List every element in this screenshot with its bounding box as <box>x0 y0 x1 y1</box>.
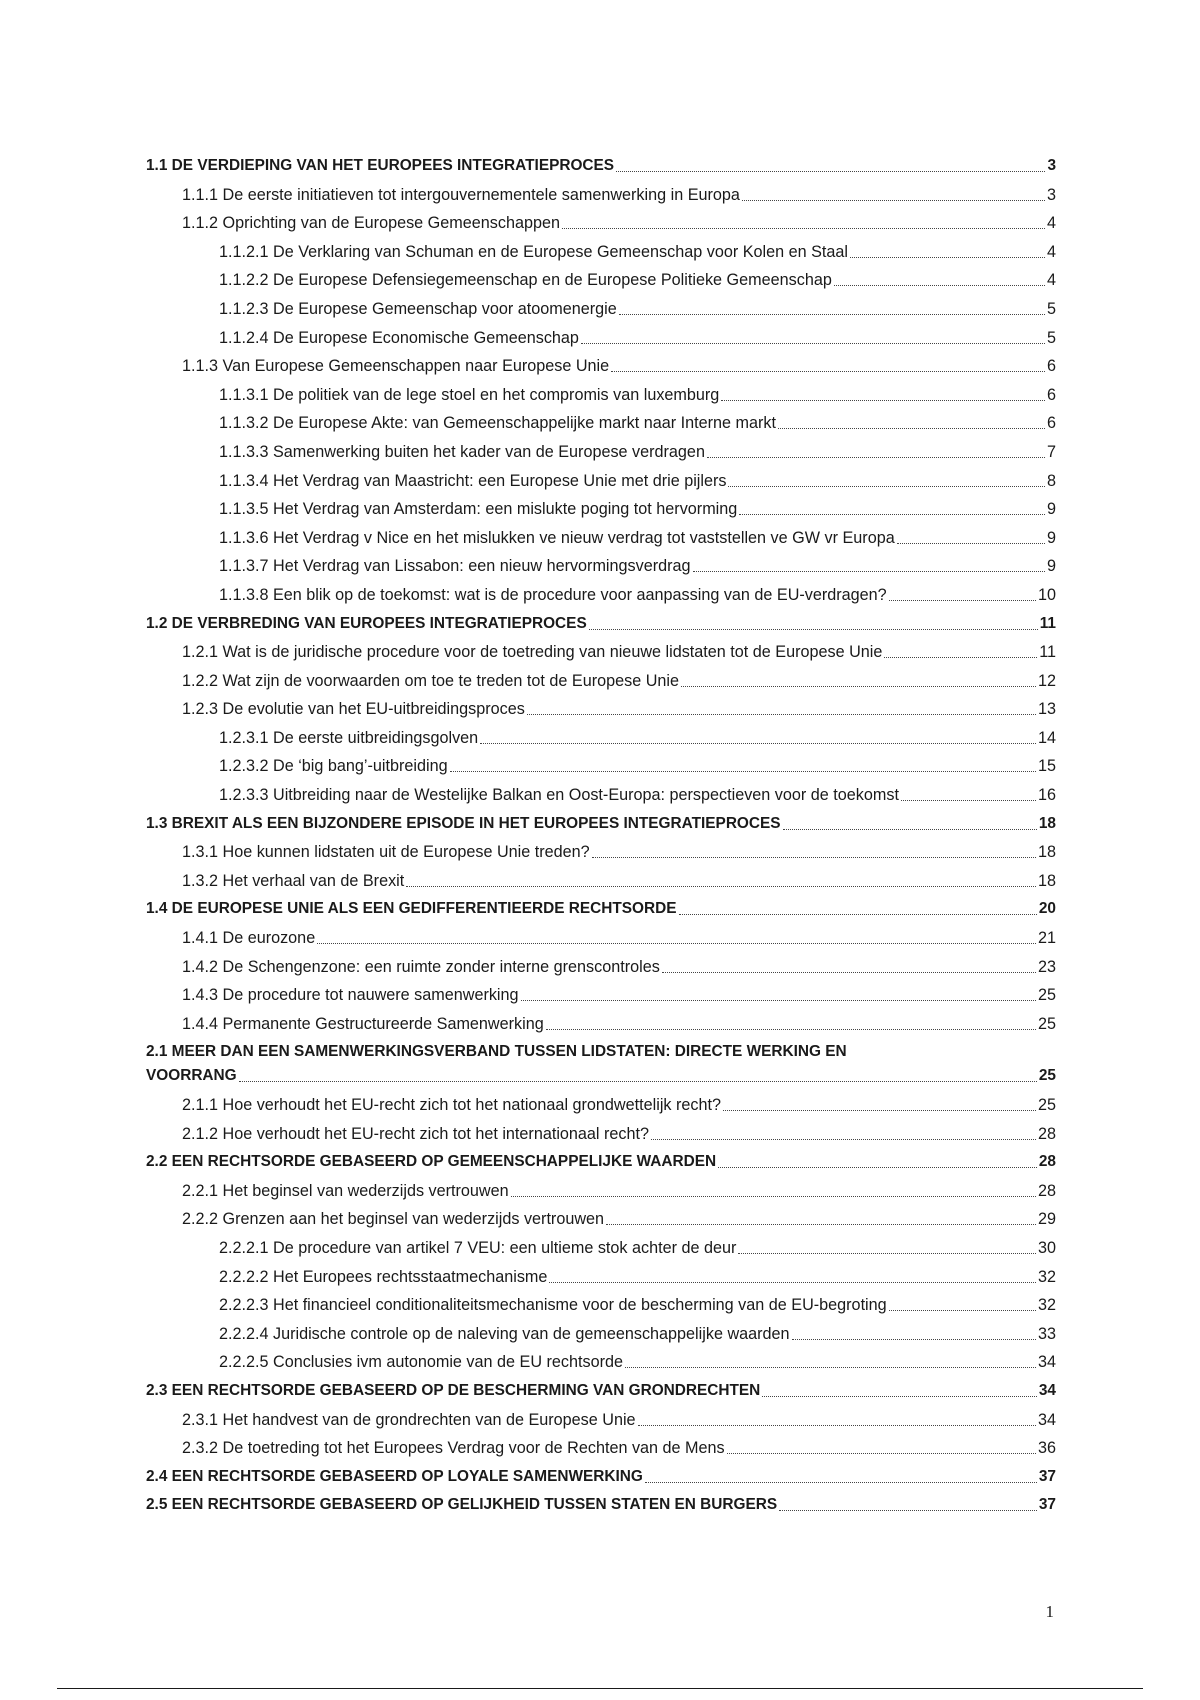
toc-entry-page: 36 <box>1037 1439 1056 1458</box>
toc-entry[interactable] <box>146 984 1056 1006</box>
dot-leader <box>739 513 1045 515</box>
toc-entry-page: 12 <box>1037 671 1056 690</box>
toc-entry[interactable] <box>146 698 1056 720</box>
dot-leader <box>562 227 1045 229</box>
dot-leader <box>783 828 1037 830</box>
toc-entry[interactable] <box>146 613 1056 635</box>
toc-entry-page: 6 <box>1046 414 1056 433</box>
dot-leader <box>651 1138 1036 1140</box>
toc-entry-title: 2.2.2.3 Het financieel conditionaliteitsmechanisme voor de bescherming van de EU-begroting <box>219 1296 887 1315</box>
toc-entry-title: 1.3 BREXIT ALS EEN BIJZONDERE EPISODE IN HET EUROPEES INTEGRATIEPROCES <box>146 814 781 832</box>
toc-entry[interactable] <box>146 784 1056 806</box>
toc-entry-page: 4 <box>1046 242 1056 261</box>
dot-leader <box>589 628 1038 630</box>
toc-entry-title: 1.2.3.2 De ‘big bang’-uitbreiding <box>219 757 448 776</box>
toc-entry[interactable] <box>146 1013 1056 1035</box>
toc-entry-page: 11 <box>1039 614 1056 632</box>
dot-leader <box>834 284 1045 286</box>
dot-leader <box>606 1223 1036 1225</box>
toc-entry-page: 16 <box>1037 786 1056 805</box>
toc-entry[interactable] <box>146 498 1056 520</box>
toc-entry-title: 1.3.2 Het verhaal van de Brexit <box>182 871 405 890</box>
toc-entry-title: 1.1.2.3 De Europese Gemeenschap voor atoomenergie <box>219 299 617 318</box>
toc-entry[interactable] <box>146 584 1056 606</box>
dot-leader <box>792 1338 1036 1340</box>
toc-entry-title: 1.1.3.2 De Europese Akte: van Gemeenschappelijke markt naar Interne markt <box>219 414 776 433</box>
toc-entry[interactable] <box>146 184 1056 206</box>
toc-entry-title: 2.5 EEN RECHTSORDE GEBASEERD OP GELIJKHEID TUSSEN STATEN EN BURGERS <box>146 1496 778 1514</box>
toc-entry-title: 1.1.3.1 De politiek van de lege stoel en het compromis van luxemburg <box>219 385 720 404</box>
toc-entry[interactable] <box>146 555 1056 577</box>
toc-entry[interactable] <box>146 670 1056 692</box>
toc-entry[interactable] <box>146 1351 1056 1373</box>
toc-entry[interactable] <box>146 441 1056 463</box>
toc-entry-page: 6 <box>1046 385 1056 404</box>
dot-leader <box>317 942 1036 944</box>
toc-entry-page: 30 <box>1037 1238 1056 1257</box>
toc-entry-title: 2.3 EEN RECHTSORDE GEBASEERD OP DE BESCHERMING VAN GRONDRECHTEN <box>146 1381 761 1399</box>
toc-entry-title: 2.1.2 Hoe verhoudt het EU-recht zich tot het internationaal recht? <box>182 1124 650 1143</box>
toc-entry-title-continued: VOORRANG <box>146 1067 237 1085</box>
dot-leader <box>521 999 1036 1001</box>
toc-entry-page: 32 <box>1037 1296 1056 1315</box>
dot-leader <box>625 1366 1036 1368</box>
toc-entry-page: 34 <box>1038 1381 1056 1399</box>
dot-leader <box>592 856 1036 858</box>
toc-entry-page: 34 <box>1037 1410 1056 1429</box>
toc-entry-page: 18 <box>1037 871 1056 890</box>
toc-entry-title: 1.4.1 De eurozone <box>182 929 316 948</box>
toc-entry-title: 1.1.2.2 De Europese Defensiegemeenschap en de Europese Politieke Gemeenschap <box>219 271 832 290</box>
toc-entry[interactable] <box>146 898 1056 920</box>
toc-entry-title: 1.1.3.6 Het Verdrag v Nice en het mislukken ve nieuw verdrag tot vaststellen ve GW vr Europa <box>219 528 895 547</box>
dot-leader <box>549 1281 1036 1283</box>
toc-entry[interactable] <box>146 269 1056 291</box>
toc-entry-page: 32 <box>1037 1267 1056 1286</box>
toc-entry-page: 5 <box>1046 328 1056 347</box>
toc-entry-page: 8 <box>1046 471 1056 490</box>
toc-entry-title: 1.2.1 Wat is de juridische procedure voor de toetreding van nieuwe lidstaten tot de Europese Unie <box>182 643 883 662</box>
dot-leader <box>889 1309 1036 1311</box>
toc-entry-page: 14 <box>1037 728 1056 747</box>
toc-entry-title: 1.1.3.8 Een blik op de toekomst: wat is de procedure voor aanpassing van de EU-verdragen? <box>219 585 887 604</box>
toc-entry-title: 2.2.1 Het beginsel van wederzijds vertrouwen <box>182 1181 509 1200</box>
toc-entry[interactable] <box>146 1123 1056 1145</box>
toc-entry[interactable] <box>146 470 1056 492</box>
toc-entry-title: 1.2.3.3 Uitbreiding naar de Westelijke Balkan en Oost-Europa: perspectieven voor de toekomst <box>219 786 899 805</box>
toc-entry-page: 37 <box>1038 1467 1056 1485</box>
toc-entry[interactable] <box>146 1208 1056 1230</box>
toc-entry[interactable] <box>146 412 1056 434</box>
toc-entry-page: 4 <box>1046 271 1056 290</box>
toc-entry-title: 2.2.2.1 De procedure van artikel 7 VEU: een ultieme stok achter de deur <box>219 1238 737 1257</box>
dot-leader <box>450 770 1036 772</box>
toc-entry-title: 1.1 DE VERDIEPING VAN HET EUROPEES INTEGRATIEPROCES <box>146 157 615 174</box>
toc-entry[interactable] <box>146 1094 1056 1116</box>
toc-entry-page: 11 <box>1039 643 1056 662</box>
toc-entry-title: 1.4.4 Permanente Gestructureerde Samenwerking <box>182 1014 544 1033</box>
toc-entry-title: 1.1.2 Oprichting van de Europese Gemeenschappen <box>182 214 560 233</box>
dot-leader <box>728 485 1045 487</box>
toc-entry-page: 21 <box>1037 929 1056 948</box>
toc-entry[interactable] <box>146 927 1056 949</box>
toc-entry[interactable] <box>146 956 1056 978</box>
toc-entry[interactable] <box>146 1294 1056 1316</box>
toc-entry[interactable] <box>146 327 1056 349</box>
dot-leader <box>527 713 1036 715</box>
footer-rule <box>57 1688 1143 1689</box>
toc-entry[interactable] <box>146 1266 1056 1288</box>
dot-leader <box>616 170 1045 172</box>
toc-entry[interactable] <box>146 241 1056 263</box>
toc-entry-page: 7 <box>1046 442 1056 461</box>
toc-entry-page: 28 <box>1037 1181 1056 1200</box>
toc-entry-page: 29 <box>1037 1210 1056 1229</box>
dot-leader <box>884 656 1037 658</box>
toc-entry-title: 1.4.2 De Schengenzone: een ruimte zonder interne grenscontroles <box>182 957 660 976</box>
toc-entry[interactable] <box>146 870 1056 892</box>
dot-leader <box>738 1252 1036 1254</box>
toc-entry[interactable] <box>146 813 1056 835</box>
toc-entry-title: 1.1.3.5 Het Verdrag van Amsterdam: een mislukte poging tot hervorming <box>219 500 738 519</box>
toc-entry-title: 1.3.1 Hoe kunnen lidstaten uit de Europese Unie treden? <box>182 843 590 862</box>
toc-entry-page: 5 <box>1046 299 1056 318</box>
toc-entry-title: 1.4 DE EUROPESE UNIE ALS EEN GEDIFFERENTIEERDE RECHTSORDE <box>146 900 677 918</box>
dot-leader <box>546 1028 1036 1030</box>
toc-entry[interactable] <box>146 1380 1056 1402</box>
dot-leader <box>762 1395 1037 1397</box>
dot-leader <box>897 542 1045 544</box>
toc-entry-page: 9 <box>1046 557 1056 576</box>
toc-entry[interactable] <box>146 527 1056 549</box>
toc-entry-title: 2.4 EEN RECHTSORDE GEBASEERD OP LOYALE SAMENWERKING <box>146 1467 643 1485</box>
toc-entry[interactable] <box>146 1180 1056 1202</box>
toc-entry-title: 1.2.3.1 De eerste uitbreidingsgolven <box>219 728 479 747</box>
toc-entry-page: 25 <box>1037 1096 1056 1114</box>
toc-entry-page: 33 <box>1037 1324 1056 1343</box>
toc-entry[interactable] <box>146 298 1056 320</box>
toc-entry[interactable] <box>146 155 1056 177</box>
toc-entry-page: 25 <box>1037 1014 1056 1033</box>
dot-leader <box>850 256 1045 258</box>
dot-leader <box>611 370 1045 372</box>
toc-entry-page: 23 <box>1037 957 1056 976</box>
toc-entry-page: 15 <box>1037 757 1056 776</box>
dot-leader <box>511 1195 1036 1197</box>
toc-entry-title: 2.2.2.2 Het Europees rechtsstaatmechanisme <box>219 1267 548 1286</box>
toc-entry-title: 2.3.1 Het handvest van de grondrechten van de Europese Unie <box>182 1410 636 1429</box>
toc-entry[interactable] <box>146 355 1056 377</box>
dot-leader <box>581 342 1045 344</box>
toc-entry-page: 4 <box>1046 214 1056 233</box>
toc-entry-title: 2.2 EEN RECHTSORDE GEBASEERD OP GEMEENSCHAPPELIJKE WAARDEN <box>146 1153 717 1171</box>
dot-leader <box>406 885 1036 887</box>
page-number: 1 <box>1045 1602 1054 1621</box>
toc-entry[interactable] <box>146 641 1056 663</box>
dot-leader <box>901 799 1036 801</box>
toc-entry-title: 2.2.2 Grenzen aan het beginsel van wederzijds vertrouwen <box>182 1210 605 1229</box>
toc-entry-page: 3 <box>1047 157 1056 174</box>
toc-entry-title: 2.2.2.5 Conclusies ivm autonomie van de EU rechtsorde <box>219 1353 623 1372</box>
dot-leader <box>723 1109 1036 1111</box>
dot-leader <box>619 313 1045 315</box>
toc-entry-title: 1.1.2.1 De Verklaring van Schuman en de Europese Gemeenschap voor Kolen en Staal <box>219 242 849 261</box>
toc-entry[interactable] <box>146 1466 1056 1488</box>
dot-leader <box>239 1080 1037 1082</box>
dot-leader <box>707 456 1045 458</box>
toc-entry-title: 1.1.1 De eerste initiatieven tot intergouvernementele samenwerking in Europa <box>182 185 740 204</box>
toc-entry-page: 28 <box>1037 1124 1056 1143</box>
toc-entry-page: 34 <box>1037 1353 1056 1372</box>
toc-entry[interactable] <box>146 1494 1056 1516</box>
dot-leader <box>638 1424 1036 1426</box>
toc-entry[interactable] <box>146 1151 1056 1173</box>
toc-entry-title: 1.2.3 De evolutie van het EU-uitbreidingsproces <box>182 700 525 719</box>
dot-leader <box>778 427 1045 429</box>
toc-entry-title: 1.4.3 De procedure tot nauwere samenwerking <box>182 986 519 1005</box>
toc-entry-page: 9 <box>1046 500 1056 519</box>
toc-entry-title: 2.1 MEER DAN EEN SAMENWERKINGSVERBAND TUSSEN LIDSTATEN: DIRECTE WERKING EN <box>146 1043 847 1061</box>
dot-leader <box>779 1509 1037 1511</box>
toc-entry-title: 1.1.2.4 De Europese Economische Gemeenschap <box>219 328 579 347</box>
dot-leader <box>727 1452 1036 1454</box>
dot-leader <box>480 742 1036 744</box>
toc-entry-page: 13 <box>1037 700 1056 719</box>
toc-entry[interactable] <box>146 1437 1056 1459</box>
toc-entry[interactable] <box>146 841 1056 863</box>
toc-entry-page: 3 <box>1046 185 1056 204</box>
dot-leader <box>721 399 1045 401</box>
toc-entry-title: 1.2.2 Wat zijn de voorwaarden om toe te treden tot de Europese Unie <box>182 671 680 690</box>
toc-entry-page: 18 <box>1038 814 1056 832</box>
toc-entry[interactable] <box>146 727 1056 749</box>
toc-entry-page: 6 <box>1046 357 1056 376</box>
dot-leader <box>662 971 1036 973</box>
table-of-contents <box>146 155 1056 1523</box>
toc-entry-page: 20 <box>1038 900 1056 918</box>
dot-leader <box>693 570 1045 572</box>
toc-entry-page: 9 <box>1046 528 1056 547</box>
toc-entry-title: 1.1.3.3 Samenwerking buiten het kader van de Europese verdragen <box>219 442 705 461</box>
dot-leader <box>889 599 1036 601</box>
toc-entry[interactable] <box>146 1409 1056 1431</box>
toc-entry-page: 10 <box>1037 585 1056 604</box>
toc-entry-title: 1.1.3 Van Europese Gemeenschappen naar Europese Unie <box>182 357 610 376</box>
toc-entry-page: 18 <box>1037 843 1056 862</box>
toc-entry[interactable] <box>146 1323 1056 1345</box>
toc-entry-page: 25 <box>1037 986 1056 1005</box>
toc-entry-page: 28 <box>1038 1153 1056 1171</box>
toc-entry[interactable] <box>146 1237 1056 1259</box>
dot-leader <box>742 199 1045 201</box>
toc-entry-title: 1.1.3.7 Het Verdrag van Lissabon: een nieuw hervormingsverdrag <box>219 557 691 576</box>
toc-entry[interactable] <box>146 384 1056 406</box>
toc-entry-title: 1.2 DE VERBREDING VAN EUROPEES INTEGRATIEPROCES <box>146 614 587 632</box>
toc-entry-title: 2.2.2.4 Juridische controle op de naleving van de gemeenschappelijke waarden <box>219 1324 790 1343</box>
dot-leader <box>718 1166 1037 1168</box>
toc-entry[interactable] <box>146 1041 1056 1087</box>
toc-entry[interactable] <box>146 212 1056 234</box>
toc-entry-title: 2.1.1 Hoe verhoudt het EU-recht zich tot het nationaal grondwettelijk recht? <box>182 1096 721 1114</box>
dot-leader <box>645 1481 1037 1483</box>
toc-entry-title: 1.1.3.4 Het Verdrag van Maastricht: een Europese Unie met drie pijlers <box>219 471 727 490</box>
toc-entry-page: 25 <box>1038 1067 1056 1085</box>
toc-entry[interactable] <box>146 755 1056 777</box>
toc-entry-title: 2.3.2 De toetreding tot het Europees Verdrag voor de Rechten van de Mens <box>182 1439 725 1458</box>
dot-leader <box>681 685 1036 687</box>
dot-leader <box>679 913 1037 915</box>
toc-entry-page: 37 <box>1038 1496 1056 1514</box>
